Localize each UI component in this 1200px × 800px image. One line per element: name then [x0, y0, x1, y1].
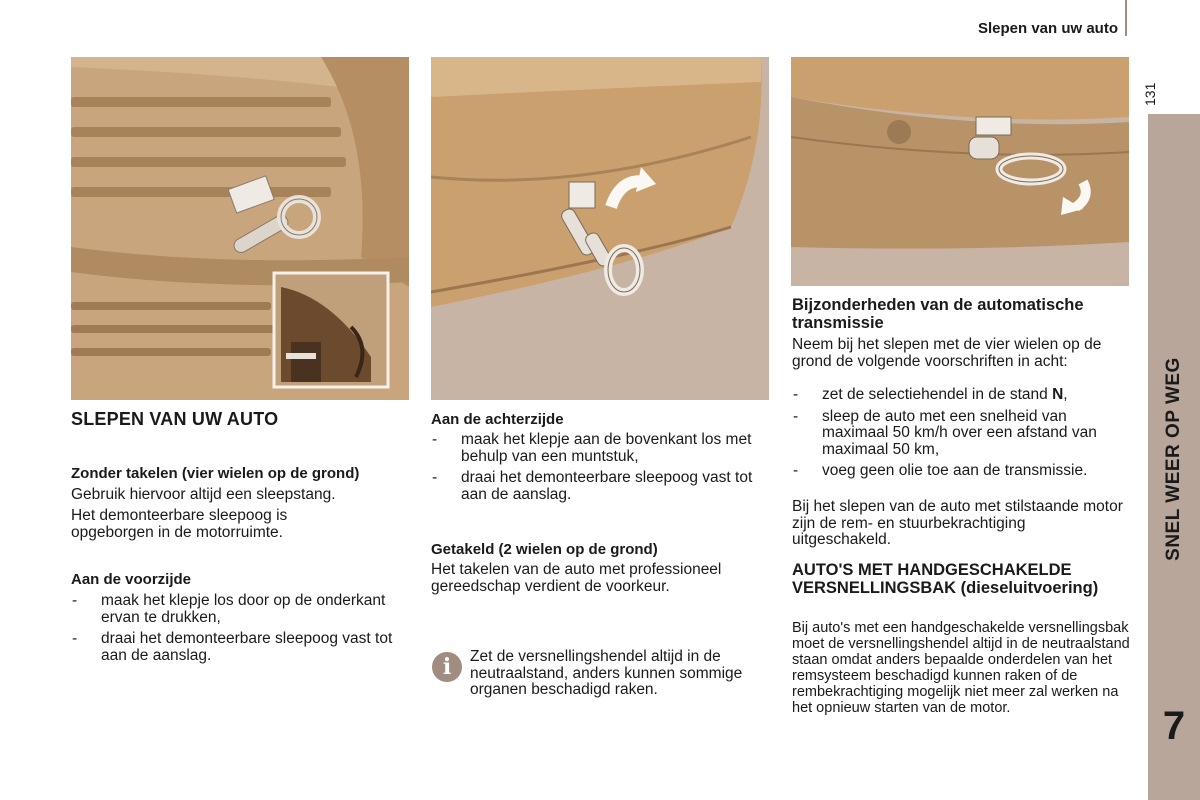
list-item-text: , — [1063, 386, 1068, 403]
section-title: Slepen van uw auto — [977, 20, 1118, 37]
list-item: - draai het demonteerbare sleepoog vast tot aan de aanslag. — [71, 631, 401, 664]
paragraph-rules-intro: Neem bij het slepen met de vier wielen op de grond de volgende voorschriften in acht: — [792, 336, 1102, 370]
list-item — [792, 387, 1132, 404]
list-item: - draai het demonteerbare sleepoog vast tot aan de aanslag. — [431, 470, 766, 503]
paragraph-manual-gearbox: Bij auto's met een handgeschakelde versnellingsbak moet de versnellingshendel altijd in de neutraalstand staan omdat anders bepaalde onderdelen van het remsysteem beschadigd kunnen raken of de rembekrachtiging mogelijk niet meer zal werken na het opnieuw starten van de motor. — [792, 620, 1130, 716]
heading-automatic-transmission: Bijzonderheden van de automatische transmissie — [792, 296, 1084, 332]
front-steps-list — [71, 593, 401, 669]
list-item: - maak het klepje los door op de onderkant ervan te drukken, — [71, 593, 401, 626]
heading-manual-gearbox: AUTO'S MET HANDGESCHAKELDE VERSNELLINGSBAK (dieseluitvoering) — [792, 561, 1099, 597]
main-heading: SLEPEN VAN UW AUTO — [71, 409, 279, 429]
list-item-text: zet de selectiehendel in de stand — [822, 386, 1053, 403]
subheading-front: Aan de voorzijde — [71, 571, 192, 588]
paragraph-storage: Het demonteerbare sleepoog is opgeborgen in de motorruimte. — [71, 507, 288, 541]
front-towing-eye-illustration — [71, 57, 409, 400]
header-divider — [1125, 0, 1127, 36]
paragraph-professional: Het takelen van de auto met professioneel gereedschap verdient de voorkeur. — [431, 561, 722, 595]
subheading-rear: Aan de achterzijde — [431, 411, 564, 428]
page-number: 131 — [1142, 82, 1158, 106]
rear-towing-eye-illustration — [431, 57, 769, 400]
info-icon: i — [432, 652, 462, 682]
subheading-lifted: Getakeld (2 wielen op de grond) — [431, 541, 658, 558]
chapter-title: SNEL WEER OP WEG — [1163, 357, 1184, 561]
list-item: - voeg geen olie toe aan de transmissie. — [792, 463, 1132, 480]
list-item: - maak het klepje aan de bovenkant los met behulp van een muntstuk, — [431, 432, 766, 465]
chapter-number: 7 — [1162, 704, 1186, 748]
rear-steps-list — [431, 432, 766, 508]
paragraph-tow-bar: Gebruik hiervoor altijd een sleepstang. — [71, 486, 336, 503]
paragraph-engine-off: Bij het slepen van de auto met stilstaande motor zijn de rem- en stuurbekrachtiging uitgeschakeld. — [792, 498, 1123, 548]
chapter-tab — [1148, 114, 1200, 800]
info-note: Zet de versnellingshendel altijd in de neutraalstand, anders kunnen sommige organen beschadigd raken. — [470, 648, 743, 698]
automatic-rules-list — [792, 387, 1132, 485]
subheading-no-lifting: Zonder takelen (vier wielen op de grond) — [71, 465, 360, 482]
towing-eye-closeup-illustration — [791, 57, 1129, 286]
list-item: - sleep de auto met een snelheid van maximaal 50 km/h over een afstand van maximaal 50 km, — [792, 409, 1132, 459]
gear-position-n: N — [1052, 386, 1064, 403]
